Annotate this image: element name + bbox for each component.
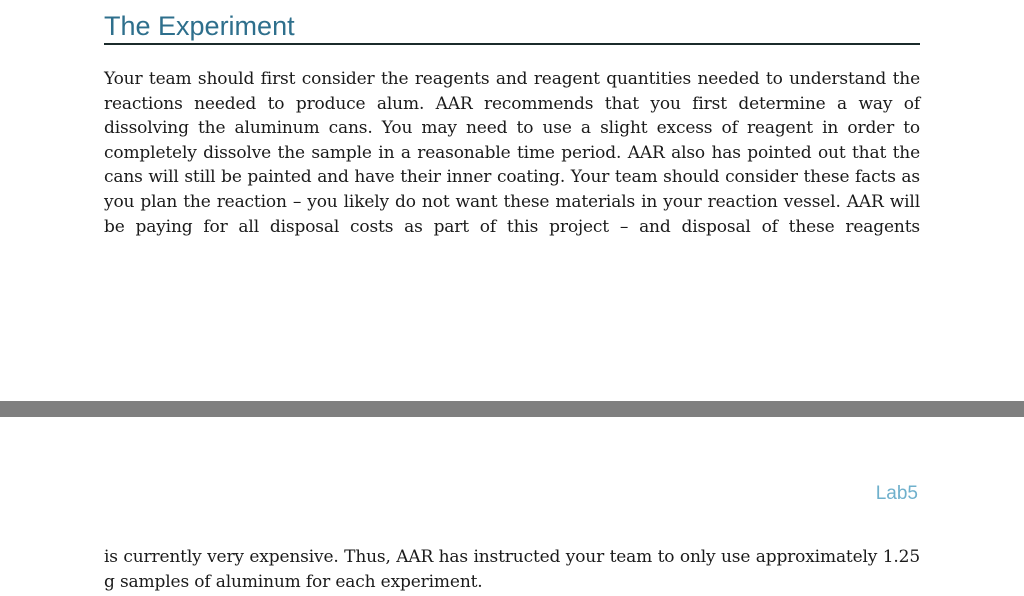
body-paragraph-2: is currently very expensive. Thus, AAR has instructed your team to only use approximately 1.25 g samples of aluminum for each experiment. <box>104 547 920 592</box>
page-footer-label: Lab5 <box>875 483 918 504</box>
page-break-divider <box>0 401 1024 417</box>
body-paragraph-1: Your team should first consider the reagents and reagent quantities needed to understand the reactions needed to produce alum. AAR recommends that you first determine a way of dissolving the aluminum cans. You may need to use a slight excess of reagent in order to completely dissolve the sample in a reasonable time period. AAR also has pointed out that the cans will still be painted and have their inner coating. Your team should consider these facts as you plan the reaction – you likely do not want these materials in your reaction vessel. AAR will be paying for all disposal costs as part of this project – and disposal of these reagents <box>104 69 920 237</box>
section-heading: The Experiment <box>104 10 920 45</box>
